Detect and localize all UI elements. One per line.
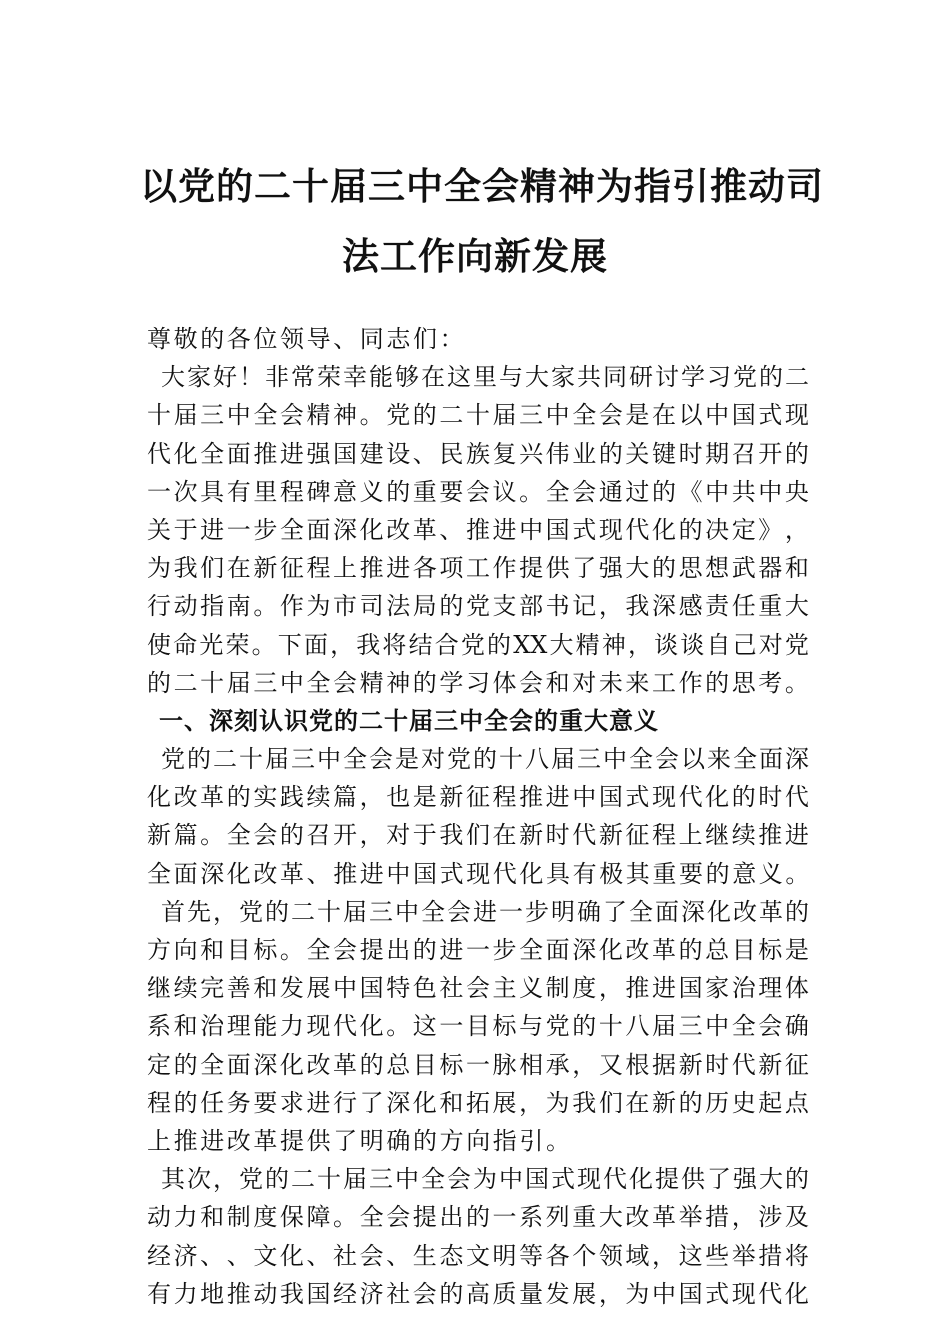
body-line: 方 向 和 目 标 。 全 会 提 出 的 进 一 步 全 面 深 化 改 革 的 总 目 标 是: [147, 936, 809, 964]
body-line: 全面深化改革、推进中国式现代化具有极其重要的意义。: [147, 859, 812, 888]
document-body: [147, 320, 812, 1313]
body-line: 为 我 们 在 新 征 程 上 推 进 各 项 工 作 提 供 了 强 大 的 思 想 武 器 和: [147, 554, 809, 583]
body-line: 新 篇 。 全 会 的 召 开 ， 对 于 我 们 在 新 时 代 新 征 程 上 继 续 推 进: [147, 821, 809, 850]
body-line: 动 力 和 制 度 保 障 。 全 会 提 出 的 一 系 列 重 大 改 革 举 措 ， 涉 及: [147, 1203, 809, 1232]
document-title-line-1: 以党的二十届三中全会精神为指引推动司: [140, 164, 824, 208]
body-line: 党 的 二 十 届 三 中 全 会 是 对 党 的 十 八 届 三 中 全 会 以 来 全 面 深: [161, 745, 809, 774]
body-line: 关 于 进 一 步 全 面 深 化 改 革 、 推 进 中 国 式 现 代 化 的 决 定 》 ，: [147, 515, 809, 544]
body-line: 有 力 地 推 动 我 国 经 济 社 会 的 高 质 量 发 展 ， 为 中 国 式 现 代 化: [147, 1279, 809, 1308]
body-line: 定 的 全 面 深 化 改 革 的 总 目 标 一 脉 相 承 ， 又 根 据 新 时 代 新 征: [147, 1050, 809, 1079]
section-heading: 一、深刻认识党的二十届三中全会的重大意义: [159, 706, 659, 735]
body-line: 继 续 完 善 和 发 展 中 国 特 色 社 会 主 义 制 度 ， 推 进 国 家 治 理 体: [147, 974, 809, 1003]
body-line: 代 化 全 面 推 进 强 国 建 设 、 民 族 复 兴 伟 业 的 关 键 时 期 召 开 的: [147, 439, 809, 468]
body-line: 一 次 具 有 里 程 碑 意 义 的 重 要 会 议 。 全 会 通 过 的 《 中 共 中 央: [147, 477, 809, 506]
body-line: 尊敬的各位领导、同志们：: [147, 325, 467, 353]
body-line: 的 二 十 届 三 中 全 会 精 神 的 学 习 体 会 和 对 未 来 工 作 的 思 考 。: [147, 668, 809, 697]
body-line: 大 家 好 ！ 非 常 荣 幸 能 够 在 这 里 与 大 家 共 同 研 讨 学 习 党 的 二: [161, 363, 809, 392]
document-title-line-2: 法工作向新发展: [342, 234, 608, 278]
body-line: 上推进改革提供了明确的方向指引。: [147, 1126, 573, 1155]
body-line: 化 改 革 的 实 践 续 篇 ， 也 是 新 征 程 推 进 中 国 式 现 代 化 的 时 代: [147, 783, 809, 812]
body-line: 行 动 指 南 。 作 为 市 司 法 局 的 党 支 部 书 记 ， 我 深 感 责 任 重 大: [147, 592, 809, 621]
body-line: 程 的 任 务 要 求 进 行 了 深 化 和 拓 展 ， 为 我 们 在 新 的 历 史 起 点: [147, 1088, 809, 1117]
body-line: 系 和 治 理 能 力 现 代 化 。 这 一 目 标 与 党 的 十 八 届 三 中 全 会 确: [147, 1012, 809, 1041]
body-line: 使 命 光 荣 。 下 面 ， 我 将 结 合 党 的 XX 大 精 神 ， 谈 谈 自 己 对 党: [147, 630, 809, 659]
body-line: 其 次 ， 党 的 二 十 届 三 中 全 会 为 中 国 式 现 代 化 提 供 了 强 大 的: [161, 1165, 809, 1194]
body-line: 首 先 ， 党 的 二 十 届 三 中 全 会 进 一 步 明 确 了 全 面 深 化 改 革 的: [161, 897, 809, 926]
body-line: 十 届 三 中 全 会 精 神 。 党 的 二 十 届 三 中 全 会 是 在 以 中 国 式 现: [147, 401, 809, 430]
body-line: 经 济 、 、 文 化 、 社 会 、 生 态 文 明 等 各 个 领 域 ， 这 些 举 措 将: [147, 1241, 809, 1270]
